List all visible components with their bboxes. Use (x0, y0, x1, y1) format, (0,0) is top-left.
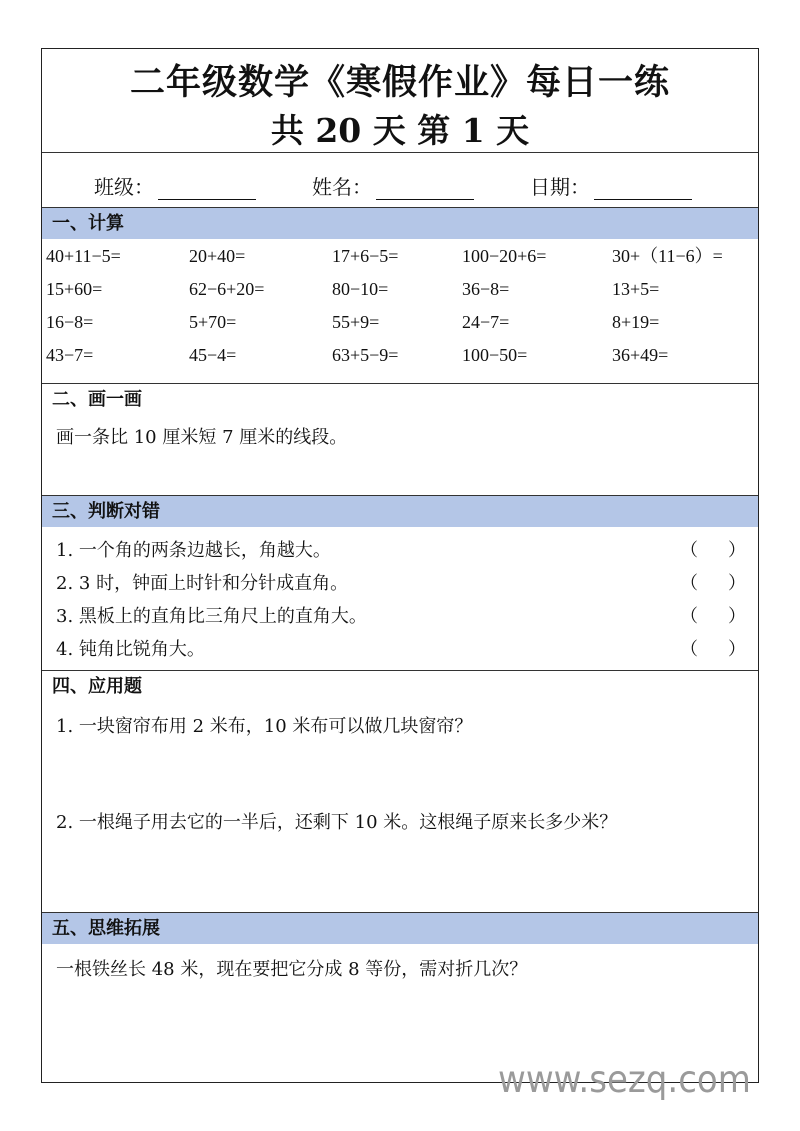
calc-problem: 40+11−5= (46, 246, 121, 266)
calc-problem: 24−7= (462, 312, 510, 332)
paren-close: ） (728, 540, 746, 561)
paren-open: （ (680, 606, 698, 627)
calc-problem: 8+19= (612, 312, 660, 332)
calc-problem: 16−8= (46, 312, 94, 332)
apply-question-2: 2. 一根绳子用去它的一半后，还剩下 10 米。这根绳子原来长多少米？ (56, 812, 618, 833)
calc-row (42, 240, 758, 273)
section-calc-heading: 一、计算 (42, 208, 758, 239)
name-blank[interactable] (376, 180, 474, 200)
calc-problem: 17+6−5= (332, 246, 399, 266)
calc-problem: 43−7= (46, 345, 94, 365)
calc-problem: 13+5= (612, 279, 660, 299)
class-label: 班级： (94, 175, 154, 199)
answer-parens[interactable] (680, 536, 746, 562)
calc-problem: 63+5−9= (332, 345, 399, 365)
answer-parens[interactable] (680, 635, 746, 661)
answer-parens[interactable] (680, 569, 746, 595)
title-block (42, 49, 758, 153)
judge-statement: 4. 钝角比锐角大。 (56, 639, 205, 660)
calc-problem: 15+60= (46, 279, 103, 299)
name-field[interactable] (312, 171, 474, 200)
date-blank[interactable] (594, 180, 692, 200)
date-label: 日期： (530, 175, 590, 199)
section-apply-heading: 四、应用题 (52, 676, 142, 697)
judge-statement: 2. 3 时，钟面上时针和分针成直角。 (56, 573, 349, 594)
judge-item (56, 635, 746, 668)
worksheet (41, 48, 759, 1083)
calc-problem: 55+9= (332, 312, 380, 332)
section-draw-heading: 二、画一画 (52, 389, 142, 410)
calc-problem: 36+49= (612, 345, 669, 365)
calc-row (42, 273, 758, 306)
calc-row (42, 339, 758, 372)
answer-parens[interactable] (680, 602, 746, 628)
judge-statement: 3. 黑板上的直角比三角尺上的直角大。 (56, 606, 367, 627)
paren-close: ） (728, 639, 746, 660)
calc-problem: 100−50= (462, 345, 528, 365)
draw-question: 画一条比 10 厘米短 7 厘米的线段。 (56, 427, 348, 448)
calc-problem: 30+（11−6）= (612, 246, 723, 266)
extend-question: 一根铁丝长 48 米，现在要把它分成 8 等份，需对折几次？ (56, 959, 528, 980)
paren-close: ） (728, 606, 746, 627)
class-blank[interactable] (158, 180, 256, 200)
judge-item (56, 569, 746, 602)
calc-problem: 80−10= (332, 279, 389, 299)
name-label: 姓名： (312, 175, 372, 199)
calc-problem: 100−20+6= (462, 246, 547, 266)
judge-statement: 1. 一个角的两条边越长，角越大。 (56, 540, 331, 561)
calc-problem: 20+40= (189, 246, 246, 266)
paren-open: （ (680, 639, 698, 660)
judge-item (56, 536, 746, 569)
judge-item (56, 602, 746, 635)
calc-problem: 36−8= (462, 279, 510, 299)
paren-close: ） (728, 573, 746, 594)
calc-problem: 62−6+20= (189, 279, 265, 299)
class-field[interactable] (94, 171, 256, 200)
section-extend-heading: 五、思维拓展 (42, 913, 758, 944)
paren-open: （ (680, 540, 698, 561)
calc-problem: 5+70= (189, 312, 237, 332)
section-judge-heading: 三、判断对错 (42, 496, 758, 527)
calc-grid (42, 240, 758, 372)
calc-row (42, 306, 758, 339)
watermark: www.sezq.com (498, 1058, 751, 1101)
day-counter: 共 20 天 第 1 天 (270, 111, 530, 150)
worksheet-title: 二年级数学《寒假作业》每日一练 (129, 62, 670, 103)
date-field[interactable] (530, 171, 692, 200)
student-info-row (42, 153, 758, 208)
calc-problem: 45−4= (189, 345, 237, 365)
paren-open: （ (680, 573, 698, 594)
apply-question-1: 1. 一块窗帘布用 2 米布，10 米布可以做几块窗帘？ (56, 716, 473, 737)
